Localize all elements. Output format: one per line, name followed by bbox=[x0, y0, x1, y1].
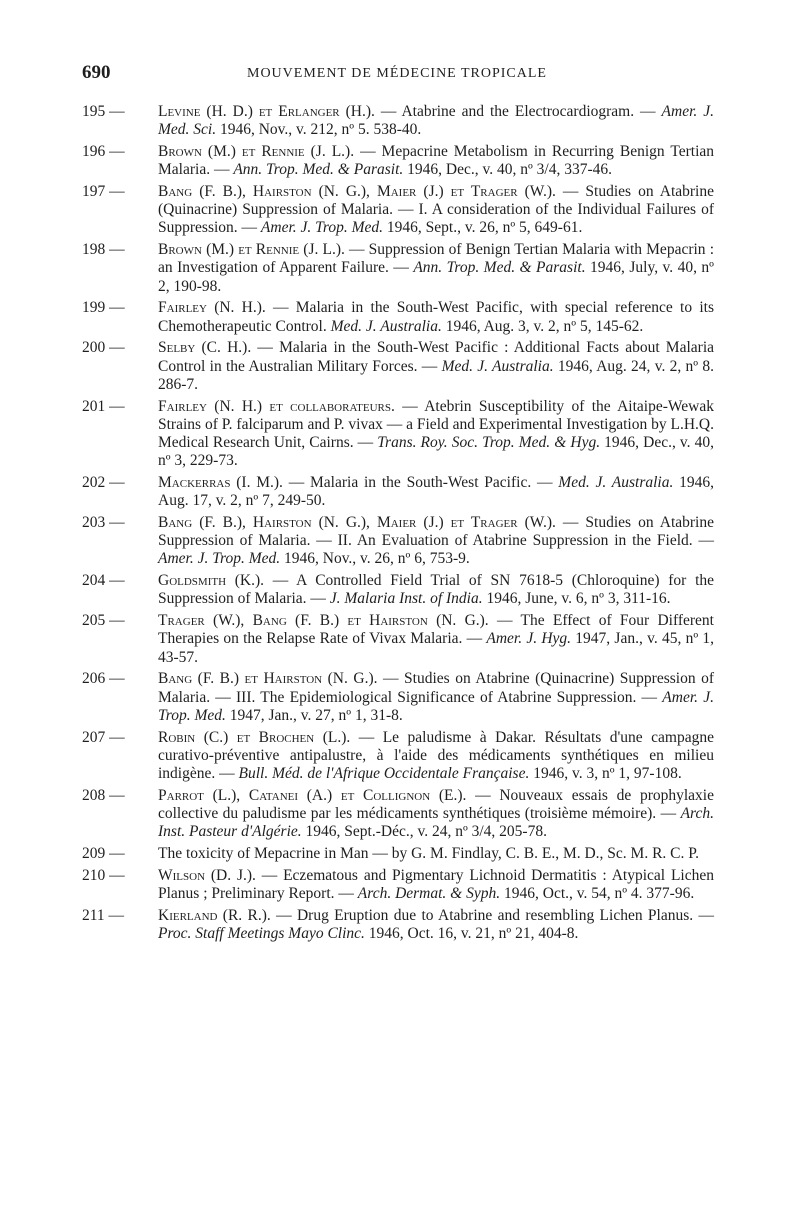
entry-journal: Arch. Dermat. & Syph. bbox=[357, 885, 501, 903]
entry-authors: Bang (F. B.) et Hairston (N. G.). bbox=[158, 670, 378, 688]
entry-details: 1946, Aug. 17, v. 2, nº 7, 249-50. bbox=[158, 474, 715, 510]
bibliography-entry bbox=[82, 612, 714, 667]
entry-details: 1946, Dec., v. 40, nº 3, 229-73. bbox=[158, 434, 714, 470]
entry-number: 202 — bbox=[82, 474, 125, 492]
entry-title: — A Controlled Field Trial of SN 7618-5 (Chloroquine) for the Suppression of Malaria. — bbox=[158, 572, 714, 608]
entry-journal: Med. J. Australia. bbox=[330, 317, 442, 335]
bibliography-entry bbox=[82, 103, 714, 139]
entry-journal: Amer. J. Trop. Med. bbox=[158, 550, 281, 568]
entry-number: 206 — bbox=[82, 670, 125, 688]
entry-authors: Levine (H. D.) et Erlanger (H.). bbox=[158, 103, 375, 120]
entry-authors: Mackerras (I. M.). bbox=[158, 474, 283, 492]
bibliography-entry bbox=[82, 241, 714, 296]
bibliography-entry bbox=[82, 339, 714, 394]
bibliography-entry bbox=[82, 474, 714, 510]
bibliography-entry bbox=[82, 907, 714, 943]
bibliography-list bbox=[82, 103, 714, 947]
bibliography-entry bbox=[82, 867, 714, 903]
entry-title: — Le paludisme à Dakar. Résultats d'une campagne curativo-préventive antipalustre, à l'aide des médicaments synthétiques en milieu indigène. — bbox=[158, 728, 714, 783]
entry-number: 205 — bbox=[82, 612, 125, 630]
entry-journal: Trans. Roy. Soc. Trop. Med. & Hyg. bbox=[377, 434, 601, 452]
entry-authors: Kierland (R. R.). bbox=[158, 906, 271, 924]
entry-number: 195 — bbox=[82, 103, 125, 120]
entry-authors: Brown (M.) et Rennie (J. L.). bbox=[158, 241, 345, 259]
page-number: 690 bbox=[82, 62, 111, 83]
entry-title: — Atebrin Susceptibility of the Aitaipe-Wewak Strains of P. falciparum and P. vivax — a Field and Experimental Investigation by L.H.Q. Medical Research Unit, Cairns. — bbox=[158, 397, 714, 452]
entry-title: — Studies on Atabrine (Quinacrine) Suppression of Malaria. — I. A consideration of the Individual Failures of Suppression. — bbox=[158, 183, 714, 237]
entry-number: 210 — bbox=[82, 866, 125, 884]
entry-journal: Amer. J. Hyg. bbox=[486, 630, 572, 648]
entry-number: 209 — bbox=[82, 845, 125, 863]
entry-details: 1946, v. 3, nº 1, 97-108. bbox=[529, 765, 682, 783]
entry-number: 201 — bbox=[82, 397, 125, 415]
entry-journal: J. Malaria Inst. of India. bbox=[329, 590, 483, 608]
entry-journal: Arch. Inst. Pasteur d'Algérie. bbox=[158, 805, 714, 841]
entry-journal: Amer. J. Trop. Med. bbox=[158, 688, 714, 724]
entry-authors: Parrot (L.), Catanei (A.) et Collignon (E.). bbox=[158, 786, 467, 804]
entry-number: 204 — bbox=[82, 572, 125, 590]
entry-number: 199 — bbox=[82, 299, 125, 317]
entry-title: — Drug Eruption due to Atabrine and resembling Lichen Planus. — bbox=[270, 906, 714, 924]
page-header bbox=[82, 62, 712, 86]
entry-title: The toxicity of Mepacrine in Man — by G. M. Findlay, C. B. E., M. D., Sc. M. R. C. P. bbox=[158, 845, 700, 863]
entry-title: — Studies on Atabrine Suppression of Malaria. — II. An Evaluation of Atabrine Suppression in the Field. — bbox=[158, 514, 714, 550]
bibliography-entry bbox=[82, 183, 714, 238]
entry-title: — Eczematous and Pigmentary Lichnoid Dermatitis : Atypical Lichen Planus ; Preliminary Report. — bbox=[158, 866, 714, 903]
entry-number: 203 — bbox=[82, 514, 125, 532]
entry-details: 1946, Sept.-Déc., v. 24, nº 3/4, 205-78. bbox=[301, 823, 547, 841]
entry-title: — Atabrine and the Electrocardiogram. — bbox=[374, 103, 662, 120]
entry-journal: Med. J. Australia. bbox=[441, 357, 554, 375]
entry-details: 1946, Aug. 3, v. 2, nº 5, 145-62. bbox=[441, 317, 644, 335]
entry-journal: Bull. Méd. de l'Afrique Occidentale Française. bbox=[238, 765, 530, 783]
entry-journal: Amer. J. Trop. Med. bbox=[260, 219, 384, 237]
entry-details: 1946, Nov., v. 212, nº 5. 538-40. bbox=[216, 121, 422, 139]
entry-details: 1946, Aug. 24, v. 2, nº 8. 286-7. bbox=[158, 357, 714, 393]
entry-number: 198 — bbox=[82, 241, 125, 259]
entry-title: — Mepacrine Metabolism in Recurring Benign Tertian Malaria. — bbox=[158, 143, 715, 179]
entry-details: 1947, Jan., v. 27, nº 1, 31-8. bbox=[225, 706, 403, 724]
entry-number: 196 — bbox=[82, 143, 125, 160]
entry-number: 207 — bbox=[82, 728, 125, 746]
running-title: MOUVEMENT DE MÉDECINE TROPICALE bbox=[247, 66, 547, 81]
entry-authors: Wilson (D. J.). bbox=[158, 866, 256, 884]
entry-authors: Robin (C.) et Brochen (L.). bbox=[158, 728, 351, 746]
entry-title: — Malaria in the South-West Pacific. — bbox=[282, 474, 559, 492]
entry-details: 1947, Jan., v. 45, nº 1, 43-57. bbox=[158, 630, 714, 666]
entry-authors: Bang (F. B.), Hairston (N. G.), Maier (J.) et Trager (W.). bbox=[158, 514, 556, 532]
bibliography-entry bbox=[82, 398, 714, 471]
entry-details: 1946, Oct. 16, v. 21, nº 21, 404-8. bbox=[364, 925, 579, 943]
bibliography-entry bbox=[82, 787, 714, 842]
entry-title: — Suppression of Benign Tertian Malaria with Mepacrin : an Investigation of Apparent Failure. — bbox=[158, 241, 714, 277]
entry-details: 1946, Sept., v. 26, nº 5, 649-61. bbox=[383, 219, 583, 237]
entry-number: 211 — bbox=[82, 906, 125, 924]
bibliography-entry bbox=[82, 572, 714, 608]
entry-authors: Fairley (N. H.). bbox=[158, 299, 266, 317]
entry-details: 1946, June, v. 6, nº 3, 311-16. bbox=[482, 590, 671, 608]
bibliography-entry bbox=[82, 299, 714, 335]
entry-details: 1946, Oct., v. 54, nº 4. 377-96. bbox=[500, 885, 695, 903]
entry-authors: Selby (C. H.). bbox=[158, 339, 252, 357]
entry-number: 208 — bbox=[82, 786, 125, 804]
entry-authors: Fairley (N. H.) et collaborateurs. bbox=[158, 397, 395, 415]
bibliography-entry bbox=[82, 845, 714, 863]
entry-authors: Goldsmith (K.). bbox=[158, 572, 265, 590]
entry-title: — Malaria in the South-West Pacific : Additional Facts about Malaria Control in the Australian Military Forces. — bbox=[158, 339, 715, 375]
bibliography-entry bbox=[82, 729, 714, 784]
entry-details: 1946, Dec., v. 40, nº 3/4, 337-46. bbox=[403, 161, 612, 179]
entry-authors: Brown (M.) et Rennie (J. L.). bbox=[158, 143, 355, 160]
bibliography-entry bbox=[82, 514, 714, 569]
entry-number: 197 — bbox=[82, 183, 125, 200]
entry-journal: Ann. Trop. Med. & Parasit. bbox=[413, 259, 586, 277]
bibliography-entry bbox=[82, 143, 714, 179]
entry-authors: Bang (F. B.), Hairston (N. G.), Maier (J.) et Trager (W.). bbox=[158, 183, 556, 200]
bibliography-entry bbox=[82, 670, 714, 725]
entry-title: — Malaria in the South-West Pacific, with special reference to its Chemotherapeutic Control. bbox=[158, 299, 714, 335]
entry-details: 1946, Nov., v. 26, nº 6, 753-9. bbox=[280, 550, 470, 568]
entry-title: — Nouveaux essais de prophylaxie collective du paludisme par les médicaments synthétiques (troisième mémoire). — bbox=[158, 786, 714, 823]
entry-title: — The Effect of Four Different Therapies on the Relapse Rate of Vivax Malaria. — bbox=[158, 612, 714, 648]
entry-authors: Trager (W.), Bang (F. B.) et Hairston (N. G.). bbox=[158, 612, 489, 630]
entry-journal: Ann. Trop. Med. & Parasit. bbox=[233, 161, 404, 179]
entry-journal: Amer. J. Med. Sci. bbox=[158, 103, 714, 139]
entry-journal: Proc. Staff Meetings Mayo Clinc. bbox=[158, 925, 365, 943]
entry-journal: Med. J. Australia. bbox=[558, 474, 674, 492]
entry-details: 1946, July, v. 40, nº 2, 190-98. bbox=[158, 259, 714, 295]
entry-number: 200 — bbox=[82, 339, 125, 357]
entry-title: — Studies on Atabrine (Quinacrine) Suppression of Malaria. — III. The Epidemiological Significance of Atabrine Suppression. — bbox=[158, 670, 714, 706]
